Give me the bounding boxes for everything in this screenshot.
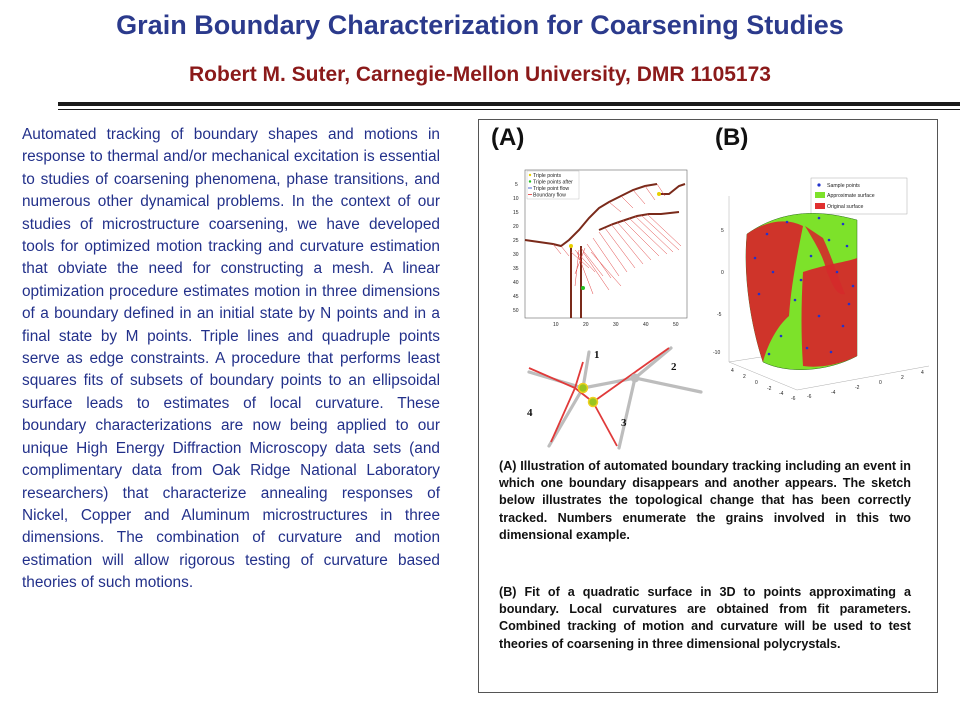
body-paragraph: Automated tracking of boundary shapes and motions in response to thermal and/or mechanical excitation is essential to studies of coarsening phenomena, phase transitions, and numerous other dynamical problems. In the context of our studies of microstructure coarsening, we have developed tools for optimized motion tracking and curvature estimation that obviate the need for constructing a mesh. A linear optimization procedure estimates motion in three dimensions of a boundary defined in an initial state by N points and in a final state by M points. Triple lines and quadruple points serve as edge constraints. A procedure that performs least squares fits of subsets of boundary points to an ellipsoidal surface leads to estimates of local curvature. These boundary characterizations are now being applied to our unique High Energy Diffraction Microscopy data sets (and complimentary data from Oak Ridge National Laboratory researchers) that characterize annealing responses of Nickel, Copper and Aluminum microstructures in three dimensions. The combination of curvature and motion estimation will allow rigorous testing of curvature based theories of such motions.	[22, 126, 440, 592]
legend-b	[811, 178, 907, 214]
svg-text:0: 0	[755, 380, 758, 386]
header-rule-thick	[58, 102, 960, 106]
svg-text:-5: -5	[717, 312, 722, 318]
label-b: (B)	[715, 124, 749, 151]
svg-text:0: 0	[879, 380, 882, 386]
svg-text:-4: -4	[779, 391, 784, 397]
svg-text:20: 20	[583, 322, 589, 328]
svg-text:25: 25	[513, 238, 519, 244]
z-ticks-b	[713, 228, 724, 356]
svg-text:-10: -10	[713, 350, 721, 356]
x-ticks-b	[731, 368, 796, 402]
triple-point-b	[657, 192, 661, 196]
caption-a: (A) Illustration of automated boundary tracking including an event in which one boundary disappears and another appears. The sketch below illustrates the topological change that has been correctly tracked. Numbers enumerate the grains involved in this two dimensional example.	[499, 459, 911, 542]
svg-text:10: 10	[513, 196, 519, 202]
legend-a-0: Triple points	[533, 173, 562, 179]
legend-a-1: Triple points after	[533, 179, 573, 186]
svg-text:35: 35	[513, 266, 519, 272]
svg-text:-6: -6	[791, 396, 796, 402]
legend-b-1: Approximate surface	[827, 193, 875, 199]
legend-b-2: Original surface	[827, 204, 864, 210]
svg-text:5: 5	[515, 182, 518, 188]
triple-point-after	[581, 286, 585, 290]
legend-b-0: Sample points	[827, 183, 860, 189]
triple-point-a	[569, 244, 573, 248]
svg-text:0: 0	[721, 270, 724, 276]
svg-text:15: 15	[513, 210, 519, 216]
label-a: (A)	[491, 124, 525, 151]
svg-text:2: 2	[901, 375, 904, 381]
svg-text:20: 20	[513, 224, 519, 230]
triple-point-1	[579, 384, 588, 393]
svg-text:2: 2	[743, 374, 746, 380]
svg-text:30: 30	[513, 252, 519, 258]
legend-a-3: Boundary flow	[533, 192, 566, 199]
svg-text:-2: -2	[855, 385, 860, 391]
svg-text:-2: -2	[767, 386, 772, 392]
svg-text:4: 4	[921, 370, 924, 376]
grain-number-2: 2	[671, 361, 677, 373]
caption-b: (B) Fit of a quadratic surface in 3D to points approximating a boundary. Local curvatures are obtained from fit parameters. Combined tracking of motion and curvature will be used to test theories of coarsening in three dimensional polycrystals.	[499, 585, 911, 651]
svg-text:40: 40	[643, 322, 649, 328]
grain-number-1: 1	[594, 349, 600, 361]
svg-text:-6: -6	[807, 394, 812, 400]
author-line: Robert M. Suter, Carnegie-Mellon University, DMR 1105173	[189, 63, 771, 86]
surface-fit-plot	[707, 176, 937, 402]
svg-text:-4: -4	[831, 390, 836, 396]
svg-text:10: 10	[553, 322, 559, 328]
svg-text:4: 4	[731, 368, 734, 374]
page-title: Grain Boundary Characterization for Coarsening Studies	[116, 10, 844, 40]
boundary-tracking-plot	[509, 168, 689, 330]
figure-panel	[478, 119, 938, 693]
header-rule-thin	[58, 109, 960, 110]
svg-text:50: 50	[513, 308, 519, 314]
triple-point-3	[589, 398, 598, 407]
grain-number-4: 4	[527, 407, 533, 419]
topology-sketch	[519, 342, 719, 452]
x-ticks-a	[553, 322, 679, 328]
triple-point-2	[631, 374, 640, 383]
legend-a-2: Triple point flow	[533, 186, 570, 192]
svg-text:50: 50	[673, 322, 679, 328]
legend-a	[527, 171, 579, 199]
svg-text:45: 45	[513, 294, 519, 300]
svg-text:30: 30	[613, 322, 619, 328]
svg-text:40: 40	[513, 280, 519, 286]
svg-text:5: 5	[721, 228, 724, 234]
grain-number-3: 3	[621, 417, 627, 429]
y-ticks-a	[513, 182, 519, 314]
